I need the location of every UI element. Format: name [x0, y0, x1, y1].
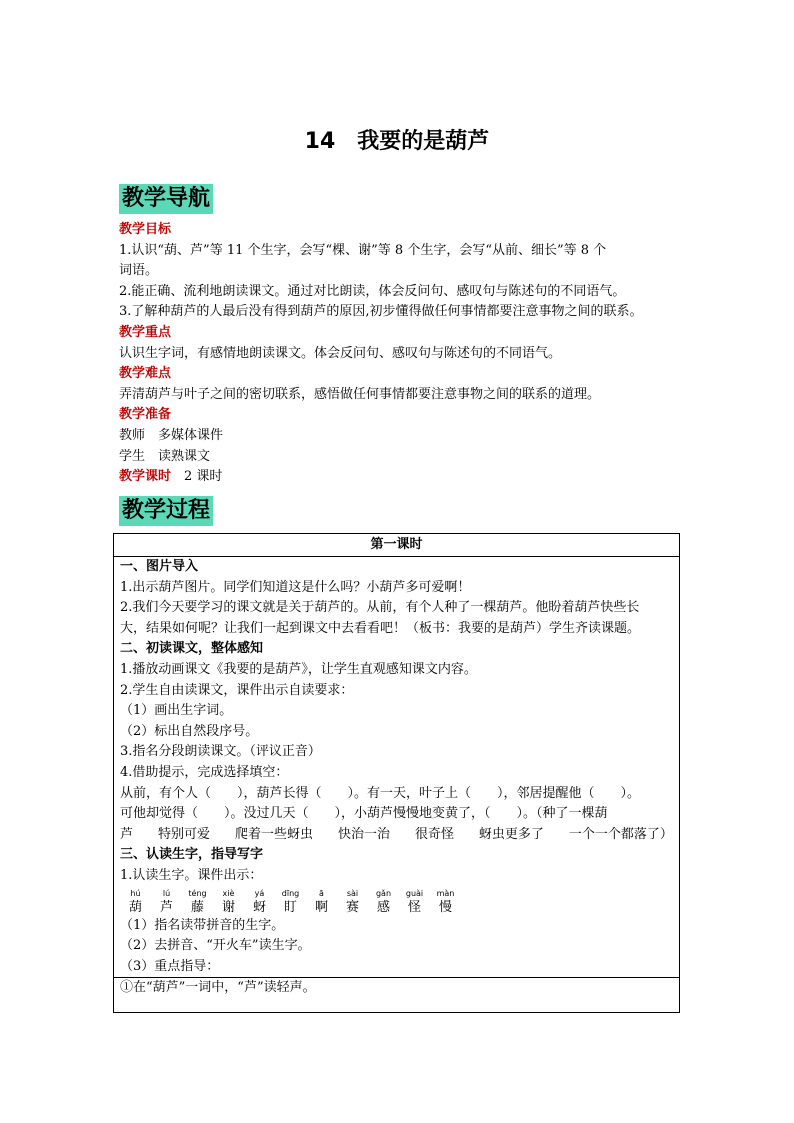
pinyin: xiè [222, 888, 235, 898]
lesson-line: 1.出示葫芦图片。同学们知道这是什么吗？小葫芦多可爱啊！ [120, 579, 471, 595]
hours-heading: 教学课时 [119, 469, 172, 485]
character: 赛 [345, 899, 359, 915]
option: 特别可爱 [157, 826, 210, 842]
character: 盯 [283, 899, 297, 915]
prep-heading: 教学准备 [119, 407, 172, 423]
pinyin-character [368, 889, 399, 916]
teaching-process-heading: 教学过程 [119, 496, 213, 526]
goal-line: 2.能正确、流利地朗读课文。通过对比朗读，体会反问句、感叹句与陈述句的不同语气。 [119, 283, 626, 299]
difficulty-text: 弄清葫芦与叶子之间的密切联系，感悟做任何事情都要注意事物之间的联系的道理。 [119, 386, 601, 402]
character: 葫 [128, 899, 142, 915]
pinyin: hú [130, 888, 141, 898]
teaching-navigation-heading: 教学导航 [119, 184, 213, 214]
pinyin-character [182, 889, 213, 916]
lesson-line: （3）重点指导： [120, 958, 220, 974]
goal-line: 词语。 [119, 263, 159, 279]
pinyin: téng [188, 888, 207, 898]
hours-line [119, 467, 679, 488]
prep-teacher: 教师 多媒体课件 [119, 427, 224, 443]
pinyin-character-row [114, 887, 679, 916]
lesson-number: 14 [304, 129, 336, 154]
pinyin-character [120, 889, 151, 916]
lesson-line: ①在“葫芦”一词中，“芦”读轻声。 [114, 977, 679, 999]
lesson-line: 1.播放动画课文《我要的是葫芦》，让学生直观感知课文内容。 [120, 661, 477, 677]
section-title: 二、初读课文，整体感知 [120, 641, 264, 657]
pinyin-character [430, 889, 461, 916]
character: 怪 [407, 899, 421, 915]
lesson-line: （1）指名读带拼音的生字。 [120, 917, 285, 933]
lesson-line: 2.学生自由读课文，课件出示自读要求： [120, 682, 354, 698]
prep-student: 学生 读熟课文 [119, 448, 211, 464]
character: 慢 [438, 899, 452, 915]
difficulty-heading: 教学难点 [119, 366, 172, 382]
fill-options [114, 825, 679, 846]
lesson-line: 2.我们今天要学习的课文就是关于葫芦的。从前，有个人种了一棵葫芦。他盼着葫芦快些长 [120, 600, 640, 616]
pinyin: lú [162, 888, 171, 898]
pinyin-character [306, 889, 337, 916]
option: 蚜虫更多了 [478, 826, 544, 842]
pinyin-character [399, 889, 430, 916]
pinyin-character [213, 889, 244, 916]
pinyin: sài [346, 888, 359, 898]
focus-text: 认识生字词，有感情地朗读课文。体会反问句、感叹句与陈述句的不同语气。 [119, 345, 562, 361]
section-title: 一、图片导入 [120, 559, 199, 574]
pinyin: ā [319, 888, 324, 898]
hours-value: 2 课时 [184, 469, 223, 485]
lesson-plan-table [113, 533, 680, 1013]
lesson-line: 大，结果如何呢？让我们一起到课文中去看看吧！（板书：我要的是葫芦）学生齐读课题。 [120, 620, 641, 636]
lesson-line: 3.指名分段朗读课文。（评议正音） [120, 744, 321, 760]
option: 快治一治 [337, 826, 390, 842]
character: 感 [376, 899, 390, 915]
lesson-title: 我要的是葫芦 [357, 129, 490, 154]
character: 蚜 [252, 899, 266, 915]
character: 谢 [221, 899, 235, 915]
pinyin-character [337, 889, 368, 916]
pinyin-character [151, 889, 182, 916]
option: 很奇怪 [414, 826, 454, 842]
page-title [0, 124, 794, 155]
lesson-line: 从前，有个人（ ），葫芦长得（ ）。有一天，叶子上（ ），邻居提醒他（ ）。 [120, 785, 641, 801]
pinyin: dīng [281, 888, 300, 898]
pinyin: gǎn [375, 888, 392, 898]
lesson-line: 4.借助提示，完成选择填空： [120, 764, 289, 780]
lesson-line: 可他却觉得（ ）。没过几天（ ），小葫芦慢慢地变黄了，（ ）。（种了一棵葫 [120, 806, 608, 822]
lesson-line: 1.认读生字。课件出示： [120, 867, 263, 883]
lesson-line: （2）标出自然段序号。 [120, 723, 259, 739]
goals-heading: 教学目标 [119, 222, 172, 237]
pinyin-character [244, 889, 275, 916]
pinyin-character [275, 889, 306, 916]
option: 一个一个都落了） [568, 826, 673, 842]
first-period-header: 第一课时 [114, 534, 679, 557]
option: 芦 [120, 826, 134, 842]
pinyin: guài [405, 888, 424, 898]
pinyin: yá [254, 888, 265, 898]
section-title: 三、认读生字，指导写字 [120, 847, 264, 863]
character: 藤 [190, 899, 204, 915]
navigation-section [119, 220, 679, 488]
goal-line: 1.认识“葫、芦”等 11 个生字，会写“棵、谢”等 8 个生字，会写“从前、细长”等 8 个 [119, 242, 607, 258]
lesson-line: （1）画出生字词。 [120, 703, 233, 719]
pinyin: màn [436, 888, 455, 898]
focus-heading: 教学重点 [119, 324, 172, 340]
goal-line: 3.了解种葫芦的人最后没有得到葫芦的原因,初步懂得做任何事情都要注意事物之间的联系。 [119, 304, 643, 320]
option: 爬着一些蚜虫 [234, 826, 313, 842]
lesson-line: （2）去拼音、“开火车”读生字。 [120, 938, 311, 954]
character: 啊 [314, 899, 328, 915]
character: 芦 [159, 899, 173, 915]
